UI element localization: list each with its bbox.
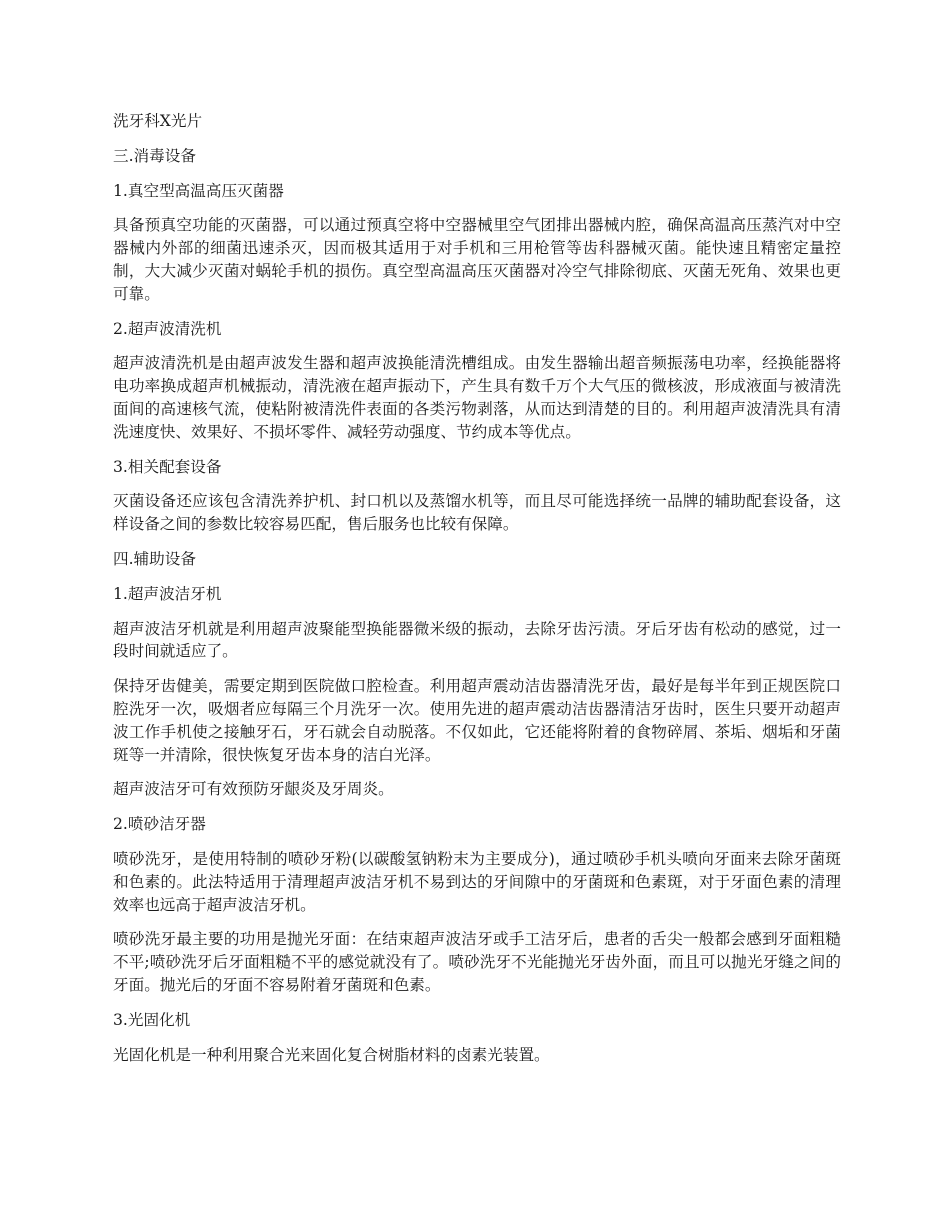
paragraph: 喷砂洗牙，是使用特制的喷砂牙粉(以碳酸氢钠粉末为主要成分)，通过喷砂手机头喷向牙面来去除牙菌斑和色素的。此法特适用于清理超声波洁牙机不易到达的牙间隙中的牙菌斑和色素斑，对于牙面色素的清理效率也远高于超声波洁牙机。 xyxy=(113,849,841,914)
document-page xyxy=(113,110,841,1078)
paragraph: 光固化机是一种利用聚合光来固化复合树脂材料的卤素光装置。 xyxy=(113,1045,550,1064)
section-heading: 四.辅助设备 xyxy=(113,549,196,568)
paragraph: 超声波清洗机是由超声波发生器和超声波换能清洗槽组成。由发生器输出超音频振荡电功率，经换能器将电功率换成超声机械振动，清洗液在超声振动下，产生具有数千万个大气压的微核波，形成液面与被清洗面间的高速核气流，使粘附被清洗件表面的各类污物剥落，从而达到清楚的目的。利用超声波清洗具有清洗速度快、效果好、不损坏零件、减轻劳动强度、节约成本等优点。 xyxy=(113,354,841,441)
subsection-heading: 2.超声波清洗机 xyxy=(113,319,222,338)
document-heading: 洗牙科X光片 xyxy=(113,112,203,130)
paragraph: 超声波洁牙可有效预防牙龈炎及牙周炎。 xyxy=(113,780,394,799)
subsection-heading: 3.光固化机 xyxy=(113,1010,191,1029)
paragraph: 喷砂洗牙最主要的功用是抛光牙面：在结束超声波洁牙或手工洁牙后，患者的舌尖一般都会感到牙面粗糙不平;喷砂洗牙后牙面粗糙不平的感觉就没有了。喷砂洗牙不光能抛光牙齿外面，而且可以抛光牙缝之间的牙面。抛光后的牙面不容易附着牙菌斑和色素。 xyxy=(113,930,841,994)
paragraph: 灭菌设备还应该包含清洗养护机、封口机以及蒸馏水机等，而且尽可能选择统一品牌的辅助配套设备，这样设备之间的参数比较容易匹配，售后服务也比较有保障。 xyxy=(113,492,841,534)
section-heading: 三.消毒设备 xyxy=(113,146,196,165)
subsection-heading: 1.超声波洁牙机 xyxy=(113,584,222,603)
subsection-heading: 1.真空型高温高压灭菌器 xyxy=(113,181,284,200)
paragraph: 超声波洁牙机就是利用超声波聚能型换能器微米级的振动，去除牙齿污渍。牙后牙齿有松动的感觉，过一段时间就适应了。 xyxy=(113,619,841,661)
subsection-heading: 2.喷砂洁牙器 xyxy=(113,815,206,834)
subsection-heading: 3.相关配套设备 xyxy=(113,457,222,476)
paragraph: 保持牙齿健美，需要定期到医院做口腔检查。利用超声震动洁齿器清洗牙齿，最好是每半年到正规医院口腔洗牙一次，吸烟者应每隔三个月洗牙一次。使用先进的超声震动洁齿器清洁牙齿时，医生只要开动超声波工作手机使之接触牙石，牙石就会自动脱落。不仅如此，它还能将附着的食物碎屑、茶垢、烟垢和牙菌斑等一并清除，很快恢复牙齿本身的洁白光泽。 xyxy=(113,677,841,764)
paragraph: 具备预真空功能的灭菌器，可以通过预真空将中空器械里空气团排出器械内腔，确保高温高压蒸汽对中空器械内外部的细菌迅速杀灭，因而极其适用于对手机和三用枪管等齿科器械灭菌。能快速且精密定量控制，大大减少灭菌对蜗轮手机的损伤。真空型高温高压灭菌器对冷空气排除彻底、灭菌无死角、效果也更可靠。 xyxy=(113,216,841,303)
